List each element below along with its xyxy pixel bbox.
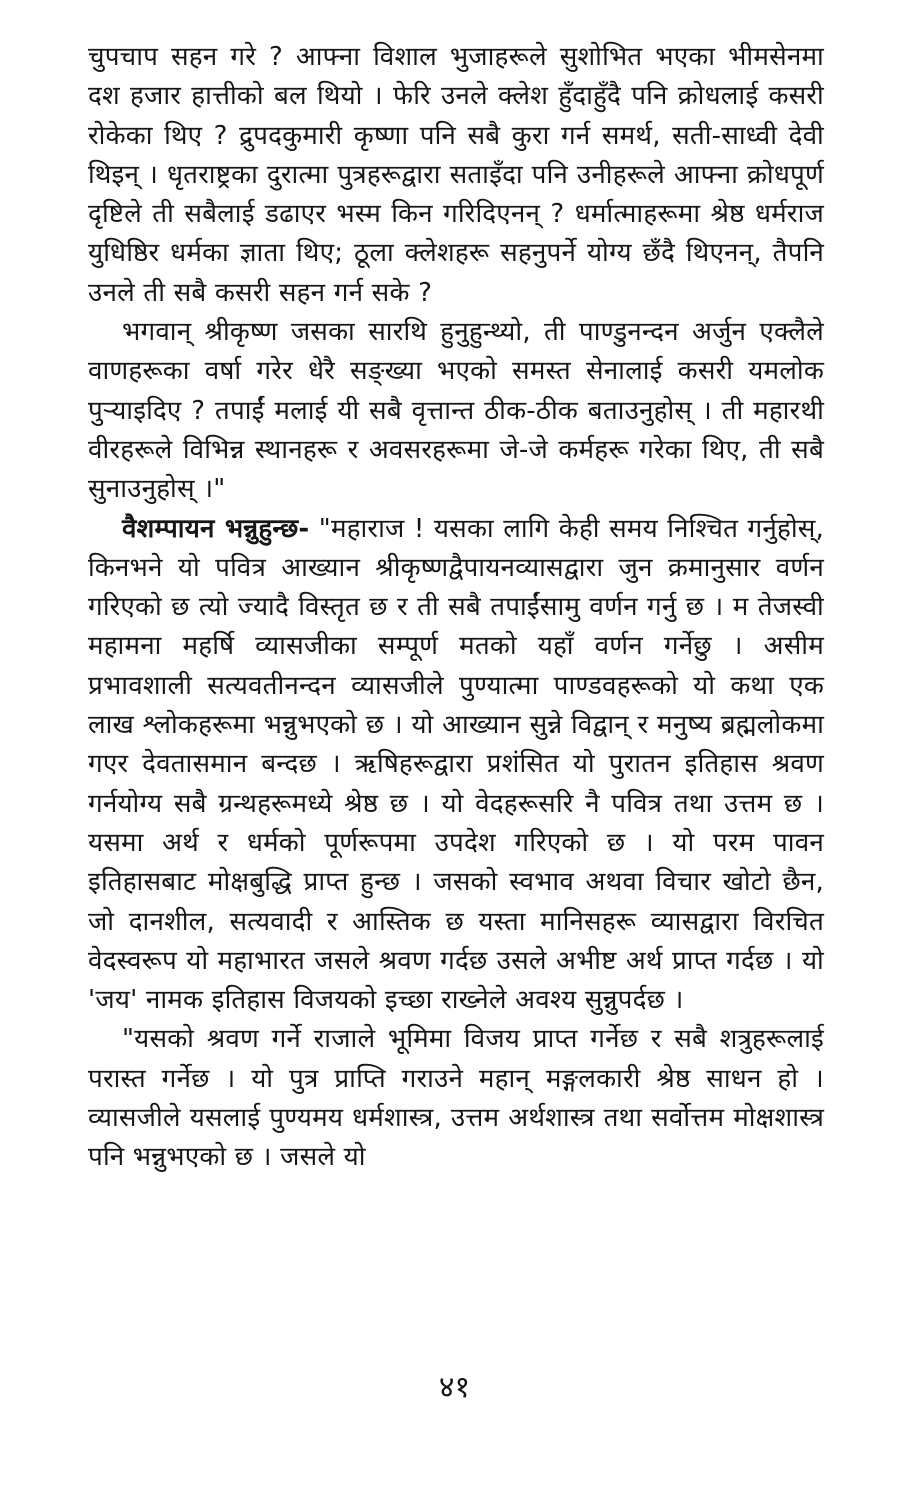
paragraph-1-text: चुपचाप सहन गरे ? आफ्ना विशाल भुजाहरूले सुशोभित भएका भीमसेनमा दश हजार हात्तीको बल थियो । फेरि उनले क्लेश हुँदाहुँदै पनि क्रोधलाई कसरी रोकेका थिए ? द्रुपदकुमारी कृष्णा पनि सबै कुरा गर्न समर्थ, सती-साध्वी देवी थिइन् । धृतराष्ट्रका दुरात्मा पुत्रहरूद्वारा सताइँदा पनि उनीहरूले आफ्ना क्रोधपूर्ण दृष्टिले ती सबैलाई डढाएर भस्म किन गरिदिएनन् ? धर्मात्माहरूमा श्रेष्ठ धर्मराज युधिष्ठिर धर्मका ज्ञाता थिए; ठूला क्लेशहरू सहनुपर्ने योग्य छँदै थिएनन्, तैपनि उनले ती सबै कसरी सहन गर्न सके ? xyxy=(88,42,824,308)
paragraph-2 xyxy=(88,313,824,509)
paragraph-3-text: "महाराज ! यसका लागि केही समय निश्चित गर्नुहोस्, किनभने यो पवित्र आख्यान श्रीकृष्णद्वैपायनव्यासद्वारा जुन क्रमानुसार वर्णन गरिएको छ त्यो ज्यादै विस्तृत छ र ती सबै तपाईंसामु वर्णन गर्नु छ । म तेजस्वी महामना महर्षि व्यासजीका सम्पूर्ण मतको यहाँ वर्णन गर्नेछु । असीम प्रभावशाली सत्यवतीनन्दन व्यासजीले पुण्यात्मा पाण्डवहरूको यो कथा एक लाख श्लोकहरूमा भन्नुभएको छ । यो आख्यान सुन्ने विद्वान् र मनुष्य ब्रह्मलोकमा गएर देवतासमान बन्दछ । ऋषिहरूद्वारा प्रशंसित यो पुरातन इतिहास श्रवण गर्नयोग्य सबै ग्रन्थहरूमध्ये श्रेष्ठ छ । यो वेदहरूसरि नै पवित्र तथा उत्तम छ । यसमा अर्थ र धर्मको पूर्णरूपमा उपदेश गरिएको छ । यो परम पावन इतिहासबाट मोक्षबुद्धि प्राप्त हुन्छ । जसको स्वभाव अथवा विचार खोटो छैन, जो दानशील, सत्यवादी र आस्तिक छ यस्ता मानिसहरू व्यासद्वारा विरचित वेदस्वरूप यो महाभारत जसले श्रवण गर्दछ उसले अभीष्ट अर्थ प्राप्त गर्दछ । यो 'जय' नामक इतिहास विजयको इच्छा राख्नेले अवश्य सुन्नुपर्दछ । xyxy=(88,513,824,1016)
paragraph-1 xyxy=(88,38,824,313)
paragraph-2-text: भगवान् श्रीकृष्ण जसका सारथि हुनुहुन्थ्यो, ती पाण्डुनन्दन अर्जुन एक्लैले वाणहरूका वर्षा गरेर धेरै सङ्ख्या भएको समस्त सेनालाई कसरी यमलोक पुऱ्याइदिए ? तपाईं मलाई यी सबै वृत्तान्त ठीक-ठीक बताउनुहोस् । ती महारथी वीरहरूले विभिन्न स्थानहरू र अवसरहरूमा जे-जे कर्महरू गरेका थिए, ती सबै सुनाउनुहोस् ।" xyxy=(88,317,824,505)
speaker-label: वैशम्पायन भन्नुहुन्छ- xyxy=(122,513,310,544)
body-text xyxy=(88,38,824,1178)
paragraph-4-text: "यसको श्रवण गर्ने राजाले भूमिमा विजय प्राप्त गर्नेछ र सबै शत्रुहरूलाई परास्त गर्नेछ । यो पुत्र प्राप्ति गराउने महान् मङ्गलकारी श्रेष्ठ साधन हो । व्यासजीले यसलाई पुण्यमय धर्मशास्त्र, उत्तम अर्थशास्त्र तथा सर्वोत्तम मोक्षशास्त्र पनि भन्नुभएको छ । जसले यो xyxy=(88,1024,824,1173)
paragraph-4 xyxy=(88,1020,824,1177)
page-number: ४१ xyxy=(438,1370,471,1405)
paragraph-3 xyxy=(88,510,824,1021)
